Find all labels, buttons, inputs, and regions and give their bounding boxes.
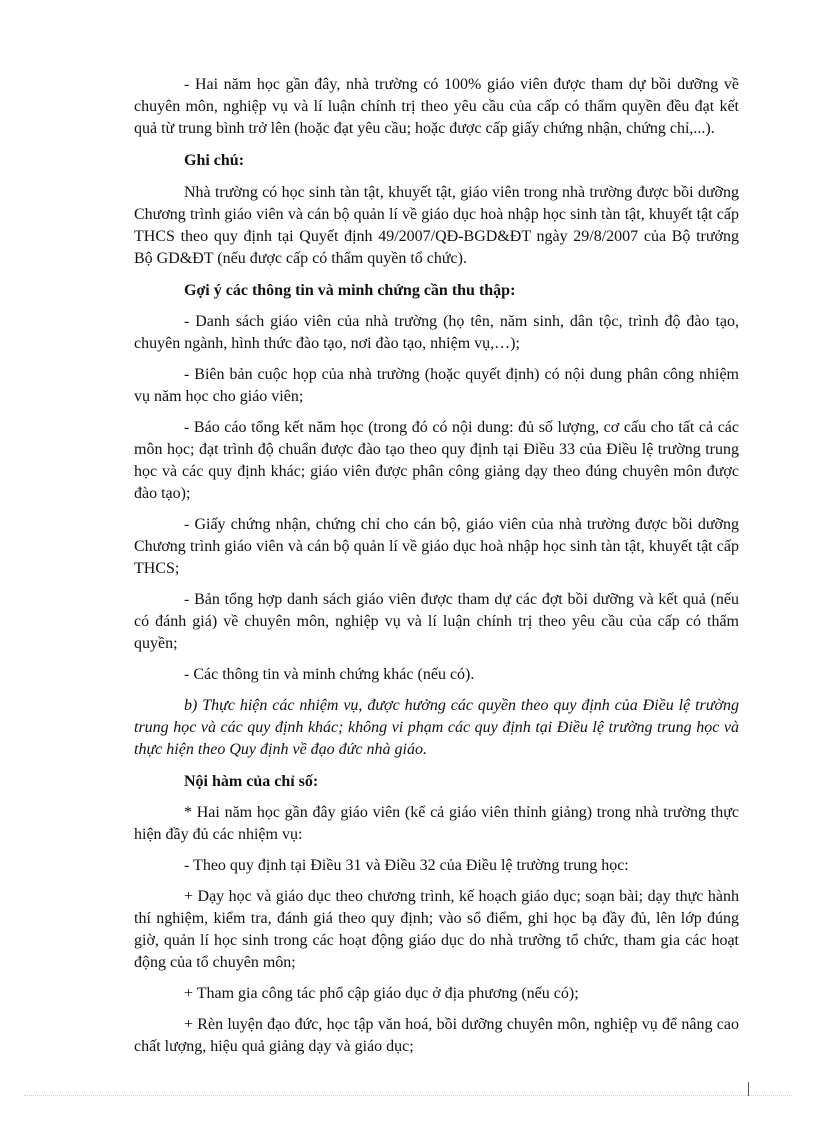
paragraph-teacher-duties-intro: * Hai năm học gần đây giáo viên (kể cả giáo viên thỉnh giảng) trong nhà trường thực hiện đầy đủ các nhiệm vụ: xyxy=(134,804,739,843)
heading-note: Ghi chú: xyxy=(184,152,245,169)
heading-indicator-content: Nội hàm của chỉ số: xyxy=(184,773,319,790)
paragraph-teacher-training-result: - Hai năm học gần đây, nhà trường có 100% giáo viên được tham dự bồi dưỡng về chuyên môn, nghiệp vụ và lí luận chính trị theo yêu cầu của cấp có thẩm quyền đều đạt kết quả từ trung bình trở lên (hoặc đạt yêu cầu; hoặc được cấp giấy chứng nhận, chứng chỉ,...). xyxy=(134,76,739,137)
list-item-universal-education: + Tham gia công tác phổ cập giáo dục ở địa phương (nếu có); xyxy=(184,985,579,1002)
list-item-meeting-minutes: - Biên bản cuộc họp của nhà trường (hoặc quyết định) có nội dung phân công nhiệm vụ năm học cho giáo viên; xyxy=(134,366,739,405)
heading-evidence-suggestions: Gợi ý các thông tin và minh chứng cần thu thập: xyxy=(184,282,516,299)
list-item-teacher-list: - Danh sách giáo viên của nhà trường (họ tên, năm sinh, dân tộc, trình độ đào tạo, chuyên ngành, hình thức đào tạo, nơi đào tạo, nhiệm vụ,…); xyxy=(134,313,739,352)
page-footer-divider xyxy=(24,1095,792,1096)
paragraph-regulation-reference: - Theo quy định tại Điều 31 và Điều 32 của Điều lệ trường trung học: xyxy=(184,857,629,874)
list-item-year-report: - Báo cáo tổng kết năm học (trong đó có nội dung: đủ số lượng, cơ cấu cho tất cả các môn học; đạt trình độ chuẩn được đào tạo theo quy định tại Điều 33 của Điều lệ trường trung học và các quy định khác; giáo viên được phân công giảng dạy theo đúng chuyên môn được đào tạo); xyxy=(134,419,739,502)
list-item-teaching-duties: + Dạy học và giáo dục theo chương trình, kế hoạch giáo dục; soạn bài; dạy thực hành thí nghiệm, kiểm tra, đánh giá theo quy định; vào sổ điểm, ghi học bạ đầy đủ, lên lớp đúng giờ, quản lí học sinh trong các hoạt động giáo dục do nhà trường tổ chức, tham gia các hoạt động của tổ chuyên môn; xyxy=(134,888,739,971)
list-item-self-improvement: + Rèn luyện đạo đức, học tập văn hoá, bồi dưỡng chuyên môn, nghiệp vụ để nâng cao chất lượng, hiệu quả giảng dạy và giáo dục; xyxy=(134,1016,739,1055)
document-page xyxy=(134,74,739,1058)
list-item-certificates: - Giấy chứng nhận, chứng chỉ cho cán bộ, giáo viên của nhà trường được bồi dưỡng Chương trình giáo viên và cán bộ quản lí về giáo dục hoà nhập học sinh tàn tật, khuyết tật cấp THCS; xyxy=(134,516,739,577)
list-item-other-evidence: - Các thông tin và minh chứng khác (nếu có). xyxy=(184,666,475,683)
list-item-training-summary: - Bản tổng hợp danh sách giáo viên được tham dự các đợt bồi dưỡng và kết quả (nếu có đánh giá) về chuyên môn, nghiệp vụ và lí luận chính trị theo yêu cầu của cấp có thẩm quyền; xyxy=(134,591,739,652)
criterion-b-title: b) Thực hiện các nhiệm vụ, được hưởng các quyền theo quy định của Điều lệ trường trung học và các quy định khác; không vi phạm các quy định tại Điều lệ trường trung học và thực hiện theo Quy định về đạo đức nhà giáo. xyxy=(134,697,739,758)
paragraph-note-body: Nhà trường có học sinh tàn tật, khuyết tật, giáo viên trong nhà trường được bồi dưỡng Chương trình giáo viên và cán bộ quản lí về giáo dục hoà nhập học sinh tàn tật, khuyết tật cấp THCS theo quy định tại Quyết định 49/2007/QĐ-BGD&ĐT ngày 29/8/2007 của Bộ trưởng Bộ GD&ĐT (nếu được cấp có thẩm quyền tổ chức). xyxy=(134,184,739,267)
page-corner-mark xyxy=(748,1082,749,1096)
